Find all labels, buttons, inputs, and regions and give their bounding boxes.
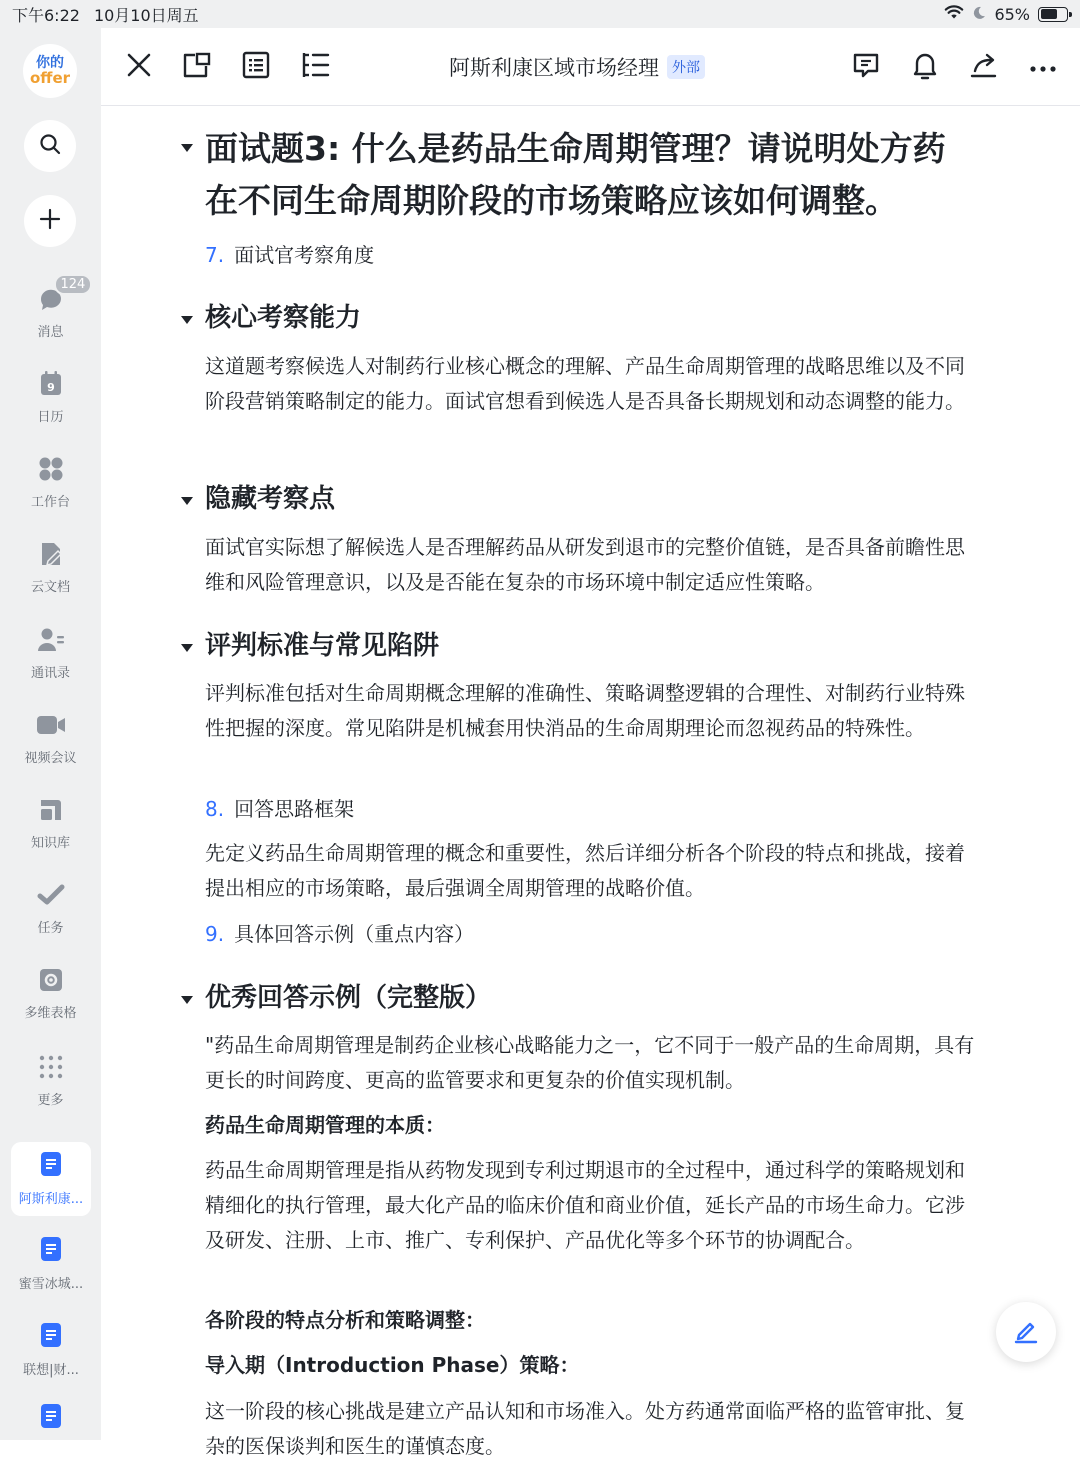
logo-line1: 你的: [36, 55, 64, 71]
list-item-9: [205, 919, 474, 949]
outline-button[interactable]: [239, 50, 273, 84]
sidebar-item-video-meeting[interactable]: [0, 710, 101, 766]
sidebar-item-label: 更多: [37, 1093, 64, 1108]
stages-title: 各阶段的特点分析和策略调整：: [205, 1308, 485, 1332]
sidebar-item-workbench[interactable]: [0, 454, 101, 510]
doc-title[interactable]: [449, 52, 705, 82]
essence-title: 药品生命周期管理的本质：: [205, 1113, 445, 1137]
doc-icon: [40, 1151, 62, 1181]
collapse-caret-icon[interactable]: [181, 144, 193, 152]
chat-bubble-icon: [36, 277, 86, 314]
sidebar-item-label: 多维表格: [24, 1006, 77, 1021]
battery-level: [1041, 9, 1057, 19]
section-heading-criteria: 评判标准与常见陷阱: [205, 631, 440, 661]
collapse-caret-icon[interactable]: [181, 644, 193, 652]
create-button[interactable]: [24, 195, 76, 247]
sidebar-item-label: 日历: [37, 410, 64, 425]
doc-icon: [40, 1236, 62, 1266]
list-tree-icon: [300, 51, 330, 83]
status-date: 10月10日周五: [93, 5, 199, 25]
search-button[interactable]: [24, 120, 76, 172]
recent-doc-mixue[interactable]: [11, 1227, 91, 1301]
more-options-button[interactable]: [1026, 50, 1060, 84]
sidebar-item-messages[interactable]: [0, 277, 101, 340]
status-bar: [0, 0, 1080, 28]
cloud-doc-icon: [36, 539, 66, 569]
ellipsis-icon: [1029, 58, 1057, 77]
section-heading-hidden: 隐藏考察点: [205, 484, 336, 514]
wifi-icon: [944, 4, 964, 24]
list-number: 9.: [205, 922, 225, 946]
sidebar-item-tasks[interactable]: [0, 880, 101, 936]
recent-doc-label: 蜜雪冰城...: [18, 1277, 84, 1292]
recent-doc-4[interactable]: [11, 1398, 91, 1438]
sidebar: [0, 28, 101, 1440]
workbench-grid-icon: [36, 454, 66, 484]
list-item-7: [205, 240, 374, 270]
sidebar-item-label: 消息: [37, 325, 64, 340]
document-body[interactable]: [101, 107, 1080, 1458]
sidebar-item-label: 通讯录: [30, 666, 70, 681]
collapse-caret-icon[interactable]: [181, 497, 193, 505]
logo-line2: offer: [29, 69, 71, 87]
list-text: 具体回答示例（重点内容）: [234, 922, 475, 946]
app-logo[interactable]: [23, 44, 77, 98]
directory-button[interactable]: [298, 50, 332, 84]
sidebar-item-more[interactable]: [0, 1052, 101, 1108]
sidebar-item-label: 任务: [37, 921, 64, 936]
plus-icon: [38, 207, 62, 235]
recent-doc-label: 联想|财...: [23, 1363, 79, 1378]
outline-icon: [242, 51, 270, 83]
sidebar-item-contacts[interactable]: [0, 625, 101, 681]
more-dots-icon: [36, 1052, 66, 1082]
section-text-criteria: 评判标准包括对生命周期概念理解的准确性、策略调整逻辑的合理性、对制药行业特殊性把握的深度。常见陷阱是机械套用快消品的生命周期理论而忽视药品的特殊性。: [205, 681, 965, 740]
sidebar-item-calendar[interactable]: [0, 369, 101, 425]
battery-percent: 65%: [994, 4, 1030, 24]
knowledge-base-icon: [36, 795, 66, 825]
section-text-hidden: 面试官实际想了解候选人是否理解药品从研发到退市的完整价值链，是否具备前瞻性思维和风险管理意识，以及是否能在复杂的市场环境中制定适应性策略。: [205, 535, 965, 594]
essence-text: 药品生命周期管理是指从药物发现到专利过期退市的全过程中，通过科学的策略规划和精细化的执行管理，最大化产品的临床价值和商业价值，延长产品的市场生命力。它涉及研发、注册、上市、推广、专利保护、产品优化等多个环节的协调配合。: [205, 1158, 965, 1252]
section-text-core: 这道题考察候选人对制药行业核心概念的理解、产品生命周期管理的战略思维以及不同阶段营销策略制定的能力。面试官想看到候选人是否具备长期规划和动态调整的能力。: [205, 354, 965, 413]
open-in-window-button[interactable]: [180, 50, 214, 84]
list-text: 面试官考察角度: [234, 243, 375, 267]
contacts-icon: [36, 625, 66, 655]
recent-doc-astrazeneca[interactable]: [11, 1142, 91, 1216]
calendar-icon: [36, 369, 66, 399]
status-indicators: [944, 4, 1068, 24]
share-icon: [969, 51, 999, 83]
list-text: 回答思路框架: [234, 797, 355, 821]
comments-button[interactable]: [849, 50, 883, 84]
doc-toolbar: [101, 28, 1080, 106]
moon-icon: [972, 5, 986, 24]
list-number: 7.: [205, 243, 225, 267]
external-tag: 外部: [667, 55, 705, 79]
bell-icon: [911, 50, 939, 84]
section-heading-example: 优秀回答示例（完整版）: [205, 983, 492, 1013]
base-table-icon: [36, 965, 66, 995]
battery-icon: [1038, 7, 1068, 22]
edit-button[interactable]: [996, 1302, 1056, 1362]
close-button[interactable]: [122, 50, 156, 84]
sidebar-item-label: 云文档: [30, 580, 70, 595]
sidebar-item-base[interactable]: [0, 965, 101, 1021]
doc-icon: [40, 1322, 62, 1352]
pencil-icon: [1011, 1315, 1041, 1349]
sidebar-item-knowledge-base[interactable]: [0, 795, 101, 851]
recent-doc-label: 阿斯利康...: [18, 1192, 84, 1207]
list-number: 8.: [205, 797, 225, 821]
section-heading-core: 核心考察能力: [205, 303, 362, 333]
recent-doc-lenovo[interactable]: [11, 1313, 91, 1387]
new-window-icon: [182, 51, 212, 83]
sidebar-item-label: 工作台: [30, 495, 70, 510]
search-icon: [38, 132, 62, 160]
comment-icon: [852, 51, 880, 83]
intro-phase-title: 导入期（Introduction Phase）策略：: [205, 1353, 580, 1377]
collapse-caret-icon[interactable]: [181, 996, 193, 1004]
doc-icon: [40, 1403, 62, 1433]
messages-badge: 124: [54, 274, 93, 295]
sidebar-item-label: 视频会议: [24, 751, 77, 766]
framework-text: 先定义药品生命周期管理的概念和重要性，然后详细分析各个阶段的特点和挑战，接着提出相应的市场策略，最后强调全周期管理的战略价值。: [205, 841, 965, 900]
question-heading: 面试题3: 什么是药品生命周期管理？请说明处方药在不同生命周期阶段的市场策略应该如何调整。: [205, 129, 946, 220]
sidebar-item-label: 知识库: [30, 836, 70, 851]
close-icon: [126, 52, 152, 82]
collapse-caret-icon[interactable]: [181, 316, 193, 324]
task-check-icon: [36, 880, 66, 910]
share-button[interactable]: [967, 50, 1001, 84]
calendar-day: 9: [46, 381, 55, 394]
example-intro: "药品生命周期管理是制药企业核心战略能力之一，它不同于一般产品的生命周期，具有更长的时间跨度、更高的监管要求和更复杂的价值实现机制。: [205, 1033, 975, 1092]
list-item-8: [205, 794, 354, 824]
notifications-button[interactable]: [908, 50, 942, 84]
video-camera-icon: [36, 710, 66, 740]
sidebar-item-cloud-docs[interactable]: [0, 539, 101, 595]
status-time: 下午6:22: [12, 5, 80, 25]
doc-title-text: 阿斯利康区域市场经理: [449, 56, 659, 80]
intro-phase-text: 这一阶段的核心挑战是建立产品认知和市场准入。处方药通常面临严格的监管审批、复杂的医保谈判和医生的谨慎态度。: [205, 1399, 965, 1458]
